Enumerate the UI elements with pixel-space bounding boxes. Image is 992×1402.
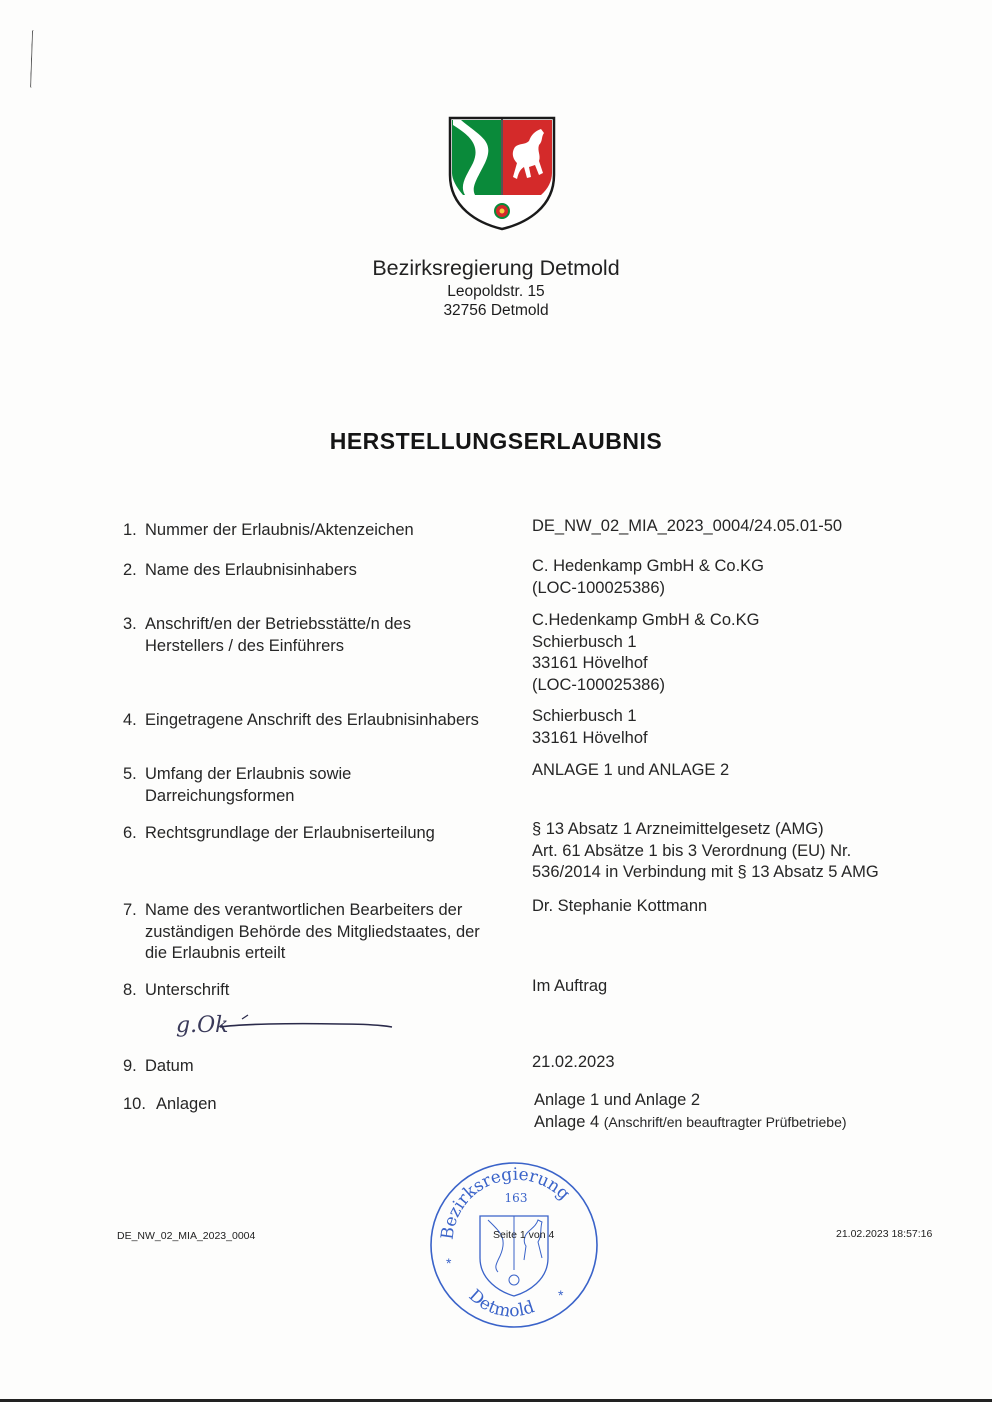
item-value: 21.02.2023 [532,1053,615,1071]
footer-timestamp: 21.02.2023 18:57:16 [836,1228,933,1240]
svg-text:*: * [558,1287,564,1303]
item-label: Anlagen [156,1095,217,1113]
label-line: Umfang der Erlaubnis sowie [145,765,352,783]
item-number: 1. [123,521,137,539]
item-number: 5. [123,765,137,783]
signature-stroke [170,1005,400,1045]
value-line: Anlage 4 [534,1112,600,1131]
item-value: ANLAGE 1 und ANLAGE 2 [532,761,730,779]
stamp-bottom-text: Detmold [464,1285,538,1322]
value-line: Anlage 1 und Anlage 2 [534,1091,701,1109]
item-number: 8. [123,981,137,999]
value-line: Schierbusch 1 [532,707,637,725]
item-value [532,706,922,749]
value-line: 33161 Hövelhof [532,728,648,747]
coat-of-arms-icon [447,115,557,231]
signature-text: g.Ok [176,1013,229,1038]
stamp-top-text: Bezirksregierung [437,1164,574,1241]
authority-street: Leopoldstr. 15 [447,283,545,300]
value-line: (LOC-100025386) [532,675,665,694]
item-label: Eingetragene Anschrift des Erlaubnisinhabers [145,711,479,729]
value-line: (LOC-100025386) [532,578,665,597]
value-note: (Anschrift/en beauftragter Prüfbetriebe) [603,1113,847,1130]
item-value: DE_NW_02_MIA_2023_0004/24.05.01-50 [532,517,843,535]
item-label: Unterschrift [145,981,230,999]
label-line: zuständigen Behörde des Mitgliedstaates, der [145,922,480,941]
item-label [145,764,515,807]
item-number: 6. [123,824,137,842]
value-line: C. Hedenkamp GmbH & Co.KG [532,557,764,575]
authority-name: Bezirksregierung Detmold [372,256,620,280]
signature [170,1005,400,1045]
value-line: Art. 61 Absätze 1 bis 3 Verordnung (EU) Nr. [532,841,852,860]
item-label [145,900,525,965]
item-value [532,819,932,884]
value-line: Schierbusch 1 [532,632,637,651]
item-label [145,614,515,657]
item-number: 9. [123,1057,137,1075]
item-value [532,610,922,696]
footer-reference: DE_NW_02_MIA_2023_0004 [117,1230,256,1242]
label-line: Herstellers / des Einführers [145,636,344,655]
item-number: 3. [123,615,137,633]
item-value: Im Auftrag [532,977,608,995]
svg-text:*: * [446,1255,452,1271]
item-value: Dr. Stephanie Kottmann [532,897,708,915]
value-line: 536/2014 in Verbindung mit § 13 Absatz 5 AMG [532,863,879,881]
label-line: Darreichungsformen [145,786,295,805]
value-line: § 13 Absatz 1 Arzneimittelgesetz (AMG) [532,820,824,838]
item-label: Datum [145,1057,194,1075]
item-value [532,556,922,599]
label-line: Name des verantwortlichen Bearbeiters der [145,901,463,919]
item-label: Name des Erlaubnisinhabers [145,561,357,579]
scan-mark [30,30,36,88]
value-line: 33161 Hövelhof [532,654,648,672]
page-number: Seite 1 von 4 [493,1229,555,1241]
item-number: 7. [123,901,137,919]
item-label: Nummer der Erlaubnis/Aktenzeichen [145,521,414,539]
value-line: C.Hedenkamp GmbH & Co.KG [532,611,760,629]
item-number: 2. [123,561,137,579]
item-number: 10. [123,1095,146,1113]
document-title: HERSTELLUNGSERLAUBNIS [329,428,663,454]
item-label: Rechtsgrundlage der Erlaubniserteilung [145,824,435,842]
stamp-number: 163 [504,1191,528,1205]
label-line: Anschrift/en der Betriebsstätte/n des [145,615,411,633]
item-number: 4. [123,711,137,729]
authority-city: 32756 Detmold [443,302,549,319]
label-line: die Erlaubnis erteilt [145,944,286,962]
item-value [534,1090,924,1133]
official-stamp [428,1160,600,1330]
